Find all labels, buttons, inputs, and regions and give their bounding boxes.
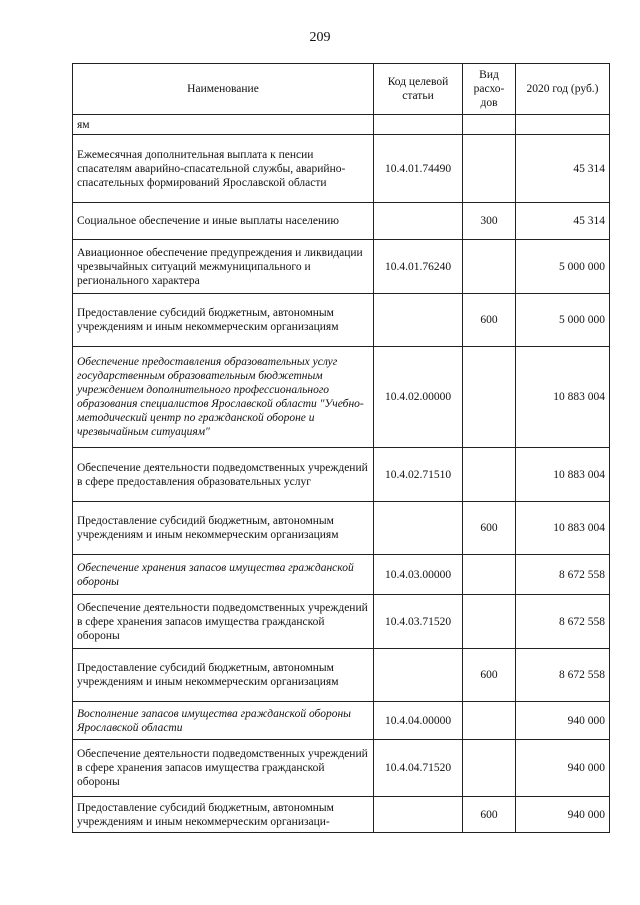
row-name: Социальное обеспечение и иные выплаты населению xyxy=(73,203,374,240)
header-name: Наименование xyxy=(73,64,374,115)
row-type: 300 xyxy=(463,203,516,240)
row-amount: 940 000 xyxy=(516,740,610,797)
row-name: Обеспечение деятельности подведомственных учреждений в сфере хранения запасов имущества гражданской обороны xyxy=(73,595,374,649)
row-name: Предоставление субсидий бюджетным, автономным учреждениям и иным некоммерческим организаци- xyxy=(73,797,374,833)
table-header-row xyxy=(73,64,610,115)
row-type xyxy=(463,240,516,294)
row-name: Предоставление субсидий бюджетным, автономным учреждениям и иным некоммерческим организациям xyxy=(73,649,374,702)
row-code xyxy=(374,203,463,240)
header-type: Вид расхо-дов xyxy=(463,64,516,115)
row-type xyxy=(463,702,516,740)
row-type xyxy=(463,135,516,203)
row-name: Обеспечение хранения запасов имущества гражданской обороны xyxy=(73,555,374,595)
row-amount: 5 000 000 xyxy=(516,294,610,347)
row-amount: 45 314 xyxy=(516,203,610,240)
row-type: 600 xyxy=(463,797,516,833)
row-amount: 940 000 xyxy=(516,797,610,833)
row-code: 10.4.04.71520 xyxy=(374,740,463,797)
header-amount: 2020 год (руб.) xyxy=(516,64,610,115)
table-row xyxy=(73,203,610,240)
row-name: Ежемесячная дополнительная выплата к пенсии спасателям аварийно-спасательной службы, аварийно-спасательных формирований Ярославской области xyxy=(73,135,374,203)
row-name: Обеспечение деятельности подведомственных учреждений в сфере хранения запасов имущества гражданской обороны xyxy=(73,740,374,797)
table-row xyxy=(73,797,610,833)
row-name: Обеспечение деятельности подведомственных учреждений в сфере предоставления образовательных услуг xyxy=(73,448,374,502)
row-type xyxy=(463,595,516,649)
row-name: Предоставление субсидий бюджетным, автономным учреждениям и иным некоммерческим организациям xyxy=(73,294,374,347)
row-code xyxy=(374,797,463,833)
table-body xyxy=(73,115,610,833)
row-amount: 10 883 004 xyxy=(516,502,610,555)
page-number: 209 xyxy=(309,30,331,45)
table-row xyxy=(73,740,610,797)
header-code: Код целевой статьи xyxy=(374,64,463,115)
table-row xyxy=(73,294,610,347)
row-code xyxy=(374,502,463,555)
table-row xyxy=(73,555,610,595)
row-code: 10.4.01.76240 xyxy=(374,240,463,294)
row-code: 10.4.02.71510 xyxy=(374,448,463,502)
row-code: 10.4.01.74490 xyxy=(374,135,463,203)
row-name: Авиационное обеспечение предупреждения и ликвидации чрезвычайных ситуаций межмуниципального и регионального характера xyxy=(73,240,374,294)
row-code xyxy=(374,294,463,347)
row-amount: 10 883 004 xyxy=(516,347,610,448)
table-row xyxy=(73,702,610,740)
row-type xyxy=(463,740,516,797)
row-code: 10.4.03.00000 xyxy=(374,555,463,595)
row-amount: 8 672 558 xyxy=(516,595,610,649)
row-amount: 940 000 xyxy=(516,702,610,740)
row-type xyxy=(463,347,516,448)
table-row xyxy=(73,240,610,294)
row-type: 600 xyxy=(463,502,516,555)
row-code: 10.4.02.00000 xyxy=(374,347,463,448)
table-row xyxy=(73,115,610,135)
row-amount: 8 672 558 xyxy=(516,649,610,702)
row-code xyxy=(374,649,463,702)
table-row xyxy=(73,649,610,702)
table-row xyxy=(73,448,610,502)
row-name: Обеспечение предоставления образовательных услуг государственным образовательным бюджетным учреждением дополнительного профессионального образования специалистов Ярославской области "Учебно-методический центр по гражданской обороне и чрезвычайным ситуациям" xyxy=(73,347,374,448)
budget-table xyxy=(72,63,610,833)
row-name: Восполнение запасов имущества гражданской обороны Ярославской области xyxy=(73,702,374,740)
row-code xyxy=(374,115,463,135)
row-amount: 8 672 558 xyxy=(516,555,610,595)
table-row xyxy=(73,502,610,555)
row-amount: 10 883 004 xyxy=(516,448,610,502)
row-amount: 45 314 xyxy=(516,135,610,203)
table-row xyxy=(73,347,610,448)
row-name: ям xyxy=(73,115,374,135)
row-type xyxy=(463,115,516,135)
row-type: 600 xyxy=(463,649,516,702)
row-amount xyxy=(516,115,610,135)
row-code: 10.4.03.71520 xyxy=(374,595,463,649)
row-name: Предоставление субсидий бюджетным, автономным учреждениям и иным некоммерческим организациям xyxy=(73,502,374,555)
table-row xyxy=(73,595,610,649)
row-type xyxy=(463,555,516,595)
row-type: 600 xyxy=(463,294,516,347)
row-type xyxy=(463,448,516,502)
table-row xyxy=(73,135,610,203)
row-amount: 5 000 000 xyxy=(516,240,610,294)
row-code: 10.4.04.00000 xyxy=(374,702,463,740)
